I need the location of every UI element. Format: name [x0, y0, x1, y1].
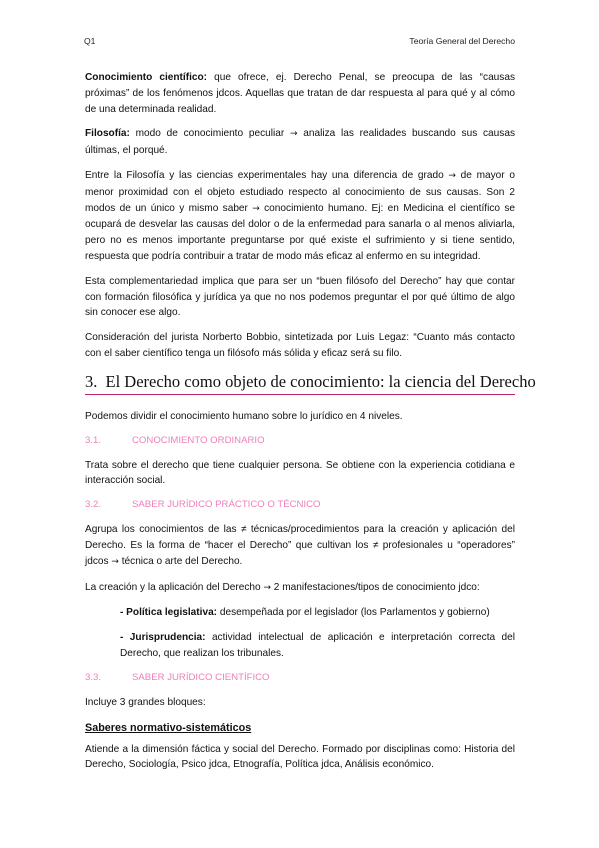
paragraph-complementariedad: Esta complementariedad implica que para ser un “buen filósofo del Derecho” hay que contar con formación filosófica y jurídica ya que no nos podemos preguntar el por qué último de algo sin conocer ese algo. [85, 275, 515, 319]
paragraph-conocimiento-cientifico [85, 70, 515, 117]
arrow-icon: → [252, 203, 260, 214]
subheading-title: SABER JURÍDICO CIENTÍFICO [132, 671, 270, 683]
paragraph-bloques: Incluye 3 grandes bloques: [85, 696, 206, 708]
section-intro: Podemos dividir el conocimiento humano sobre lo jurídico en 4 niveles. [85, 410, 403, 422]
paragraph-filosofia [85, 126, 515, 159]
term-conocimiento-cientifico: Conocimiento científico: [85, 72, 208, 83]
term-filosofia: Filosofía: [85, 128, 130, 140]
arrow-icon: → [111, 556, 119, 567]
heading-saberes-normativos: Saberes normativo-sistemáticos [85, 721, 252, 734]
paragraph-text: analiza las realidades buscando sus causas últimas, el porqué. [85, 128, 515, 157]
list-item-jurisprudencia [120, 630, 515, 662]
paragraph-text: que ofrece, ej. Derecho Penal, se preocupa de las “causas próximas” de los fenómenos jdcos. Aquellas que tratan de dar respuesta al para qué y al cómo de una determinada realidad. [85, 72, 516, 115]
subheading-3-2 [85, 498, 515, 512]
term-jurisprudencia: - Jurisprudencia: [120, 632, 206, 644]
paragraph-text: de mayor o menor proximidad con el objeto estudiado respecto al conocimiento de sus causas. Son 2 modos de un único y mismo saber [85, 169, 515, 214]
subheading-3-3 [85, 671, 515, 685]
paragraph-filosofia-ciencias [85, 168, 515, 265]
paragraph-text: técnica o arte del Derecho. [118, 555, 243, 567]
page-body [85, 70, 536, 782]
subheading-title: CONOCIMIENTO ORDINARIO [132, 434, 265, 446]
paragraph-text: conocimiento humano. Ej: en Medicina el científico se ocupará de desvelar las causas del dolor o de la enfermedad para sanarla o al menos aliviarla, pero no es menos importante preguntarse por qué existe el sufrimiento y si tiene sentido, respuesta que podría contribuir a tratar de modo más eficaz al enfermo en su integridad. [85, 202, 515, 262]
list-item-politica-legislativa [120, 605, 515, 621]
paragraph-text: modo de conocimiento peculiar [129, 128, 290, 140]
paragraph-saber-practico [85, 522, 515, 570]
subheading-number: 3.1. [85, 434, 102, 446]
term-politica-legislativa: - Política legislativa: [120, 607, 218, 619]
section-title: El Derecho como objeto de conocimiento: la ciencia del Derecho [105, 371, 536, 391]
paragraph-bobbio: Consideración del jurista Norberto Bobbio, sintetizada por Luis Legaz: “Cuanto más contacto con el saber científico tenga un filósofo más sólida y eficaz será su filo. [85, 332, 515, 359]
paragraph-text: actividad intelectual de aplicación e interpretación correcta del Derecho, que realizan los tribunales. [120, 632, 516, 659]
subheading-number: 3.2. [85, 499, 102, 511]
paragraph-saberes-normativos: Atiende a la dimensión fáctica y social del Derecho. Formado por disciplinas como: Historia del Derecho, Sociología, Psico jdca, Etnografía, Política jdca, Análisis económico. [85, 743, 515, 771]
paragraph-creacion-aplicacion [85, 580, 515, 597]
header-left: Q1 [84, 36, 96, 46]
arrow-icon: → [289, 129, 298, 140]
paragraph-text: La creación y la aplicación del Derecho [85, 581, 264, 593]
header-title: Teoría General del Derecho [409, 36, 515, 46]
subheading-title: SABER JURÍDICO PRÁCTICO O TÉCNICO [132, 499, 321, 511]
paragraph-text: 2 manifestaciones/tipos de conocimiento jdco: [270, 581, 480, 593]
page-header [84, 36, 515, 50]
arrow-icon: → [263, 582, 271, 593]
paragraph-text: Entre la Filosofía y las ciencias experimentales hay una diferencia de grado [85, 169, 449, 181]
subheading-number: 3.3. [85, 671, 102, 683]
paragraph-text: Agrupa los conocimientos de las ≠ técnicas/procedimientos para la creación y aplicación del Derecho. Es la forma de “hacer el Derecho” que cultivan los ≠ profesionales u “operadores” jdcos [85, 524, 515, 567]
section-heading [85, 371, 536, 395]
paragraph-conocimiento-ordinario: Trata sobre el derecho que tiene cualquier persona. Se obtiene con la experiencia cotidiana e interacción social. [85, 459, 515, 487]
subheading-3-1 [85, 434, 515, 448]
arrow-icon: → [448, 170, 456, 181]
paragraph-text: desempeñada por el legislador (los Parlamentos y gobierno) [217, 607, 490, 619]
section-number: 3. [85, 371, 98, 391]
